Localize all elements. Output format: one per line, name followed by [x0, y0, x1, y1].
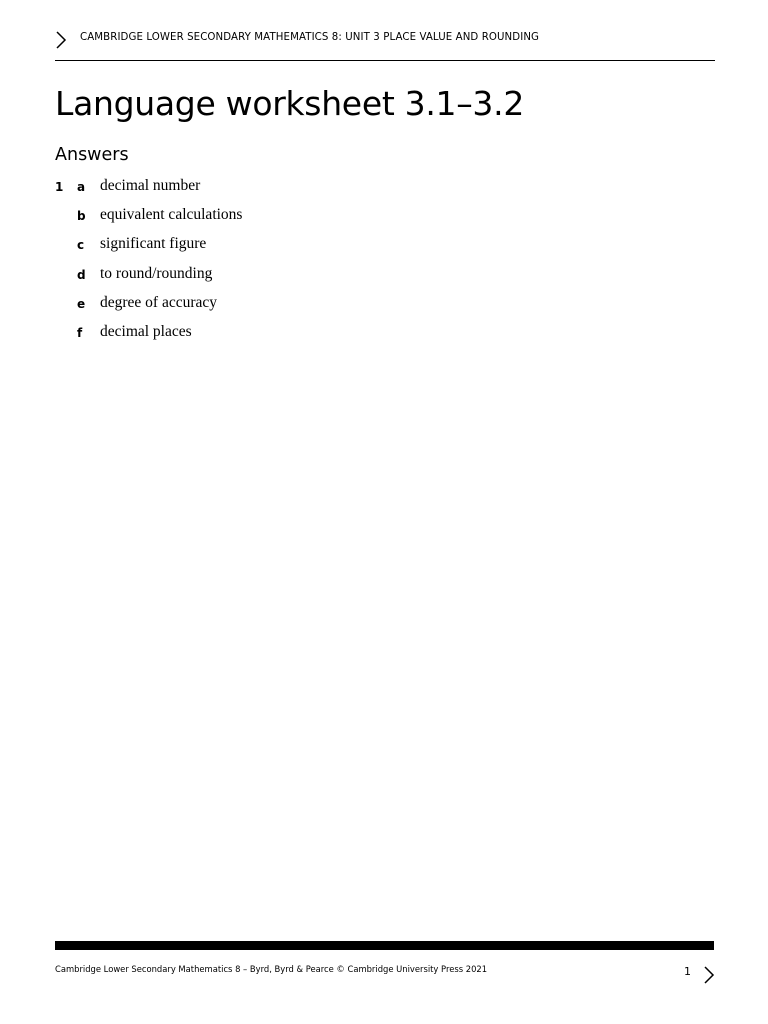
- answer-row: [55, 294, 655, 323]
- answer-list: [55, 177, 655, 352]
- answer-row: [55, 323, 655, 352]
- answer-row: [55, 177, 655, 206]
- part-letter: a: [77, 180, 86, 194]
- answer-text: to round/rounding: [100, 264, 213, 282]
- footer-divider: [55, 941, 714, 950]
- part-letter: d: [77, 267, 86, 282]
- part-letter: f: [77, 325, 83, 340]
- part-letter: b: [77, 209, 86, 224]
- page-header: [55, 28, 715, 61]
- answer-text: decimal number: [100, 177, 201, 194]
- chevron-right-icon[interactable]: [703, 965, 715, 985]
- header-title: CAMBRIDGE LOWER SECONDARY MATHEMATICS 8: UNIT 3 PLACE VALUE AND ROUNDING: [80, 32, 540, 43]
- answer-text: decimal places: [100, 322, 192, 340]
- part-letter: e: [77, 296, 86, 311]
- section-subtitle: Answers: [55, 145, 129, 165]
- answer-text: degree of accuracy: [100, 293, 218, 311]
- answer-row: [55, 206, 655, 235]
- page-number: 1: [684, 965, 691, 978]
- part-letter: c: [77, 238, 85, 253]
- answer-text: equivalent calculations: [100, 206, 243, 224]
- page-title: Language worksheet 3.1–3.2: [55, 84, 525, 123]
- footer-copyright: Cambridge Lower Secondary Mathematics 8 – Byrd, Byrd & Pearce © Cambridge University Press 2021: [55, 964, 488, 974]
- answer-row: [55, 235, 655, 264]
- answer-text: significant figure: [100, 235, 207, 253]
- chevron-right-icon: [55, 30, 67, 50]
- answer-row: [55, 265, 655, 294]
- question-number: 1: [55, 180, 64, 194]
